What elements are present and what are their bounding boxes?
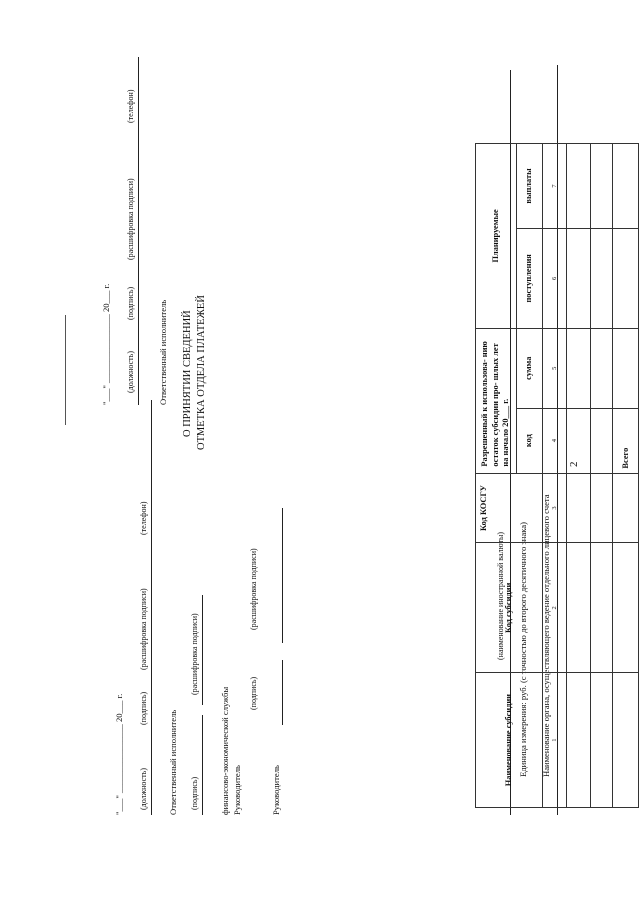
- col-number: 7: [542, 144, 566, 229]
- unit-label: Единица измерения: руб. (с точностью до второго десятичного знака): [518, 522, 528, 777]
- payments-executor-label: Ответственный исполнитель: [158, 299, 168, 405]
- fin-head-label-2: финансово-экономической службы: [220, 686, 230, 815]
- payments-mark-title-1: ОТМЕТКА ОТДЕЛА ПЛАТЕЖЕЙ: [196, 295, 207, 450]
- payments-mark-title-2: О ПРИНЯТИИ СВЕДЕНИЙ: [182, 310, 193, 437]
- scan-mark-line: [65, 315, 66, 425]
- position-caption: (должность): [139, 768, 148, 810]
- table-row: [590, 144, 612, 808]
- total-label: Всего: [612, 408, 638, 473]
- payments-position-caption: (должность): [126, 351, 135, 393]
- sign-caption: (подпись): [139, 691, 148, 725]
- col-name-header: Наименование субсидии: [476, 673, 543, 808]
- table-total-row: [612, 144, 638, 808]
- col-permitted-header: Разрешенный к использова- нию остаток субсидии про- шлых лет на начало 20___ г.: [476, 328, 517, 473]
- decode-caption: (расшифровка подписи): [139, 588, 148, 670]
- table-numbers-row: [542, 144, 566, 808]
- col-number: 2: [542, 543, 566, 673]
- col-number: 4: [542, 408, 566, 473]
- table-row: [566, 144, 590, 808]
- col-number: 6: [542, 228, 566, 328]
- fin-sign-caption: (подпись): [190, 776, 199, 810]
- head-sign-caption: (подпись): [249, 676, 258, 710]
- organ-name-label: Наименование органа, осуществляющего ведение отдельного лицевого счета: [541, 494, 551, 777]
- col-permitted-code-header: код: [516, 408, 542, 473]
- col-payments-header: выплаты: [516, 144, 542, 229]
- head-label: Руководитель: [271, 765, 281, 815]
- col-number: 3: [542, 473, 566, 543]
- col-receipts-header: поступления: [516, 228, 542, 328]
- payments-decode-caption: (расшифровка подписи): [126, 178, 135, 260]
- head-decode-caption: (расшифровка подписи): [249, 548, 258, 630]
- currency-caption: (наименование иностранной валюты): [496, 532, 505, 660]
- col-planned-header: Планируемые: [476, 144, 517, 329]
- col-permitted-sum-header: сумма: [516, 328, 542, 408]
- date-line: "___" ________________ 20___ г.: [114, 693, 124, 815]
- subsidy-table: [475, 143, 639, 808]
- executor-label: Ответственный исполнитель: [168, 709, 178, 815]
- col-code-header: Код субсидии: [476, 543, 543, 673]
- payments-sign-caption: (подпись): [126, 286, 135, 320]
- payments-date-line: "___" ________________ 20___ г.: [101, 283, 111, 405]
- phone-caption: (телефон): [139, 501, 148, 535]
- payments-phone-caption: (телефон): [126, 89, 135, 123]
- page-number: 2: [568, 461, 580, 467]
- fin-decode-caption: (расшифровка подписи): [190, 613, 199, 695]
- col-kosgu-header: Код КОСГУ: [476, 473, 543, 543]
- col-number: 1: [542, 673, 566, 808]
- fin-head-label-1: Руководитель: [232, 765, 242, 815]
- col-number: 5: [542, 328, 566, 408]
